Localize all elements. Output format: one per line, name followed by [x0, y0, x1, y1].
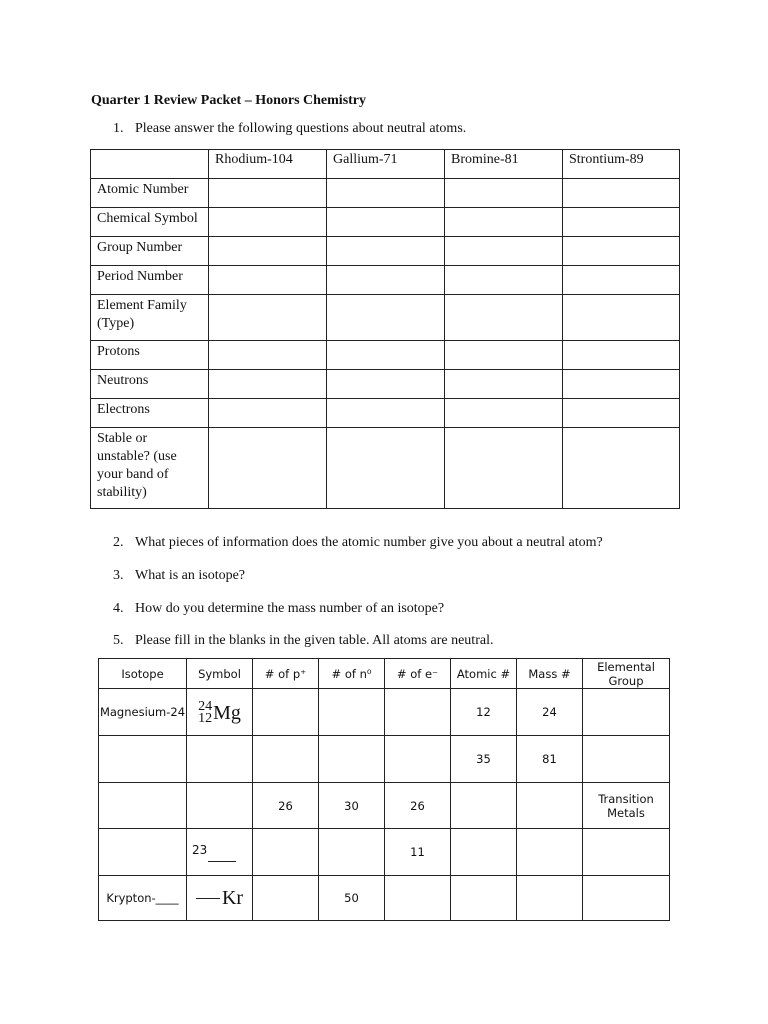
answer-cell[interactable]: [327, 237, 445, 266]
mass-number-cell: 24: [517, 689, 583, 736]
blank-line[interactable]: [208, 861, 236, 862]
element-symbol: Mg: [213, 701, 241, 724]
row-label: Period Number: [91, 266, 209, 295]
column-header: Rhodium-104: [209, 150, 327, 179]
question-text: Please fill in the blanks in the given table. All atoms are neutral.: [135, 633, 494, 648]
table-row: [91, 266, 680, 295]
table-header-row: [91, 150, 680, 179]
row-label: Stable or unstable? (use your band of stability): [91, 428, 209, 509]
answer-cell[interactable]: [445, 370, 563, 399]
answer-cell[interactable]: [209, 428, 327, 509]
table-row: [91, 399, 680, 428]
answer-cell[interactable]: [209, 237, 327, 266]
element-symbol: Kr: [221, 886, 244, 909]
column-header: Isotope: [99, 659, 187, 689]
answer-cell[interactable]: [563, 237, 680, 266]
question-1: [113, 121, 466, 137]
answer-cell[interactable]: [187, 783, 253, 829]
column-header: # of e⁻: [385, 659, 451, 689]
answer-cell[interactable]: [583, 829, 670, 876]
row-label: Atomic Number: [91, 179, 209, 208]
column-header: Atomic #: [451, 659, 517, 689]
answer-cell[interactable]: [99, 736, 187, 783]
mass-number-cell: 81: [517, 736, 583, 783]
answer-cell[interactable]: [445, 428, 563, 509]
row-label: Neutrons: [91, 370, 209, 399]
table-row: [91, 295, 680, 341]
answer-cell[interactable]: [209, 266, 327, 295]
column-header: # of n⁰: [319, 659, 385, 689]
answer-cell[interactable]: [99, 783, 187, 829]
question-number: 5.: [113, 633, 124, 648]
answer-cell[interactable]: [253, 829, 319, 876]
answer-cell[interactable]: [209, 295, 327, 341]
isotope-cell: Magnesium-24: [99, 689, 187, 736]
answer-cell[interactable]: [187, 736, 253, 783]
answer-cell[interactable]: [209, 208, 327, 237]
table-header-row: [99, 659, 670, 689]
column-header: Strontium-89: [563, 150, 680, 179]
answer-cell[interactable]: [445, 237, 563, 266]
answer-cell[interactable]: [563, 399, 680, 428]
answer-cell[interactable]: [327, 179, 445, 208]
question-number: 1.: [113, 121, 124, 136]
answer-cell[interactable]: [563, 266, 680, 295]
isotope-cell: Krypton-____: [99, 876, 187, 921]
answer-cell[interactable]: [563, 208, 680, 237]
nuclide-numbers: [198, 701, 212, 725]
answer-cell[interactable]: [327, 370, 445, 399]
answer-cell[interactable]: [327, 399, 445, 428]
question-2: [113, 535, 603, 551]
page-title: Quarter 1 Review Packet – Honors Chemistry: [91, 93, 367, 108]
column-header: Bromine-81: [445, 150, 563, 179]
answer-cell[interactable]: [445, 179, 563, 208]
question-5: [113, 633, 493, 649]
answer-cell[interactable]: [583, 736, 670, 783]
symbol-cell: [187, 829, 253, 876]
answer-cell[interactable]: [563, 179, 680, 208]
column-header: Elemental Group: [583, 659, 670, 689]
neutral-atoms-table: [90, 149, 680, 509]
answer-cell[interactable]: [445, 399, 563, 428]
electrons-cell: 26: [385, 783, 451, 829]
answer-cell[interactable]: [563, 428, 680, 509]
question-number: 3.: [113, 568, 124, 583]
table-row: [91, 428, 680, 509]
answer-cell[interactable]: [385, 736, 451, 783]
blank-line[interactable]: [196, 898, 220, 899]
answer-cell[interactable]: [253, 876, 319, 921]
column-header: # of p⁺: [253, 659, 319, 689]
atomic-number-cell: 35: [451, 736, 517, 783]
answer-cell[interactable]: [445, 295, 563, 341]
answer-cell[interactable]: [385, 689, 451, 736]
answer-cell[interactable]: [445, 266, 563, 295]
table-row: [99, 689, 670, 736]
answer-cell[interactable]: [209, 399, 327, 428]
answer-cell[interactable]: [583, 876, 670, 921]
mass-number: 23: [192, 842, 208, 857]
answer-cell[interactable]: [445, 208, 563, 237]
answer-cell[interactable]: [99, 829, 187, 876]
answer-cell[interactable]: [583, 689, 670, 736]
row-label: Chemical Symbol: [91, 208, 209, 237]
answer-cell[interactable]: [327, 266, 445, 295]
answer-cell[interactable]: [319, 689, 385, 736]
table-row: [99, 876, 670, 921]
column-header: Gallium-71: [327, 150, 445, 179]
row-label: Element Family (Type): [91, 295, 209, 341]
answer-cell[interactable]: [319, 829, 385, 876]
answer-cell[interactable]: [327, 295, 445, 341]
answer-cell[interactable]: [451, 783, 517, 829]
table-row: [99, 829, 670, 876]
isotope-table: [98, 658, 670, 921]
answer-cell[interactable]: [319, 736, 385, 783]
answer-cell[interactable]: [253, 736, 319, 783]
table-row: [91, 237, 680, 266]
answer-cell[interactable]: [517, 876, 583, 921]
column-header: Mass #: [517, 659, 583, 689]
electrons-cell: 11: [385, 829, 451, 876]
answer-cell[interactable]: [327, 341, 445, 370]
isotope-symbol: [196, 887, 243, 910]
question-text: What pieces of information does the atomic number give you about a neutral atom?: [135, 535, 603, 550]
row-label: Protons: [91, 341, 209, 370]
question-4: [113, 601, 444, 617]
answer-cell[interactable]: [517, 783, 583, 829]
answer-cell[interactable]: [253, 689, 319, 736]
table-row: [99, 783, 670, 829]
answer-cell[interactable]: [209, 341, 327, 370]
row-label: Electrons: [91, 399, 209, 428]
question-number: 4.: [113, 601, 124, 616]
answer-cell[interactable]: [563, 370, 680, 399]
symbol-cell: [187, 876, 253, 921]
table-row: [91, 341, 680, 370]
atomic-number-cell: 12: [451, 689, 517, 736]
question-text: What is an isotope?: [135, 568, 246, 583]
table-row: [99, 736, 670, 783]
answer-cell[interactable]: [327, 428, 445, 509]
answer-cell[interactable]: [563, 341, 680, 370]
answer-cell[interactable]: [209, 370, 327, 399]
question-3: [113, 568, 245, 584]
question-text: How do you determine the mass number of an isotope?: [135, 601, 445, 616]
protons-cell: 26: [253, 783, 319, 829]
neutrons-cell: 50: [319, 876, 385, 921]
table-corner-cell: [91, 150, 209, 179]
answer-cell[interactable]: [517, 829, 583, 876]
question-text: Please answer the following questions about neutral atoms.: [135, 121, 467, 136]
question-number: 2.: [113, 535, 124, 550]
answer-cell[interactable]: [385, 876, 451, 921]
answer-cell[interactable]: [563, 295, 680, 341]
table-row: [91, 179, 680, 208]
table-row: [91, 208, 680, 237]
atomic-number: 12: [198, 711, 213, 726]
answer-cell[interactable]: [451, 876, 517, 921]
row-label: Group Number: [91, 237, 209, 266]
answer-cell[interactable]: [327, 208, 445, 237]
group-cell: Transition Metals: [583, 783, 670, 829]
neutrons-cell: 30: [319, 783, 385, 829]
mass-number: 24: [198, 699, 213, 714]
column-header: Symbol: [187, 659, 253, 689]
table-row: [91, 370, 680, 399]
answer-cell[interactable]: [451, 829, 517, 876]
answer-cell[interactable]: [445, 341, 563, 370]
answer-cell[interactable]: [209, 179, 327, 208]
symbol-cell: [187, 689, 253, 736]
isotope-symbol: [198, 701, 241, 725]
